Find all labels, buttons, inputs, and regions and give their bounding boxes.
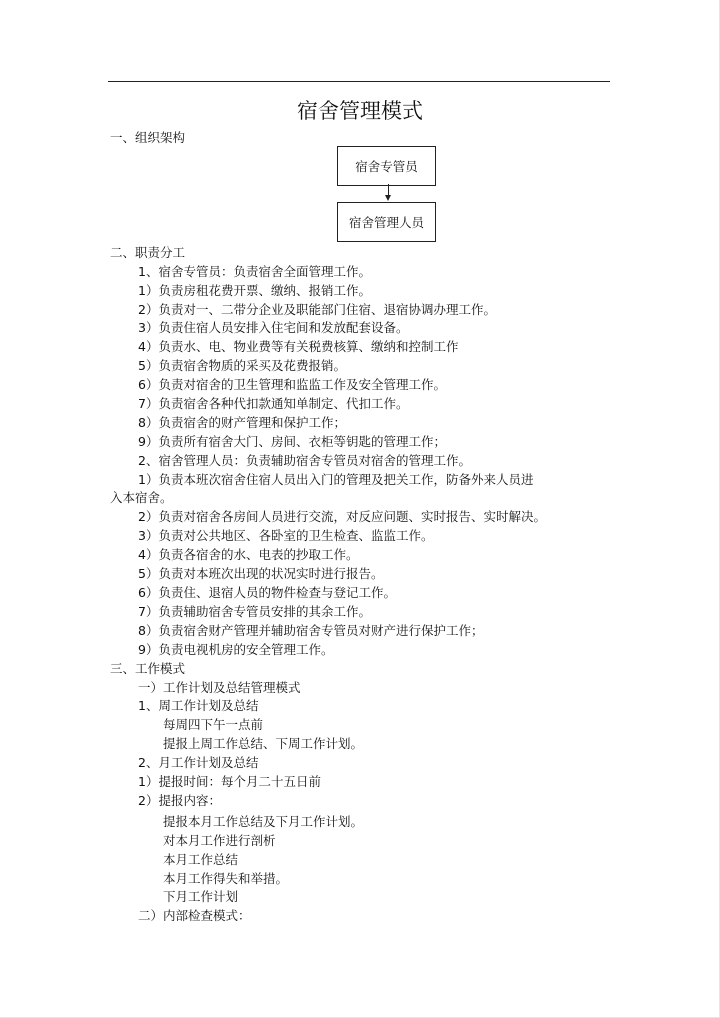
duty-line: 2）负责对一、二带分企业及职能部门住宿、退宿协调办理工作。: [138, 302, 496, 317]
duty-line: 3）负责对公共地区、各卧室的卫生检查、监监工作。: [138, 528, 434, 543]
down-arrow-icon: [384, 184, 394, 202]
work-mode-line: 1）提报时间：每个月二十五日前: [138, 774, 321, 789]
work-mode-line: 本月工作得失和举措。: [163, 871, 289, 886]
work-mode-line: 本月工作总结: [163, 852, 239, 867]
duty-line: 9）负责所有宿舍大门、房间、衣柜等钥匙的管理工作；: [138, 434, 446, 449]
duty-line: 4）负责各宿舍的水、电表的抄取工作。: [138, 547, 359, 562]
duty-line: 入本宿舍。: [110, 490, 173, 505]
duty-line: 8）负责宿舍的财产管理和保护工作；: [138, 415, 346, 430]
document-title: 宿舍管理模式: [297, 99, 423, 123]
duty-line: 5）负责对本班次出现的状况实时进行报告。: [138, 566, 384, 581]
org-box-bottom: [337, 202, 436, 242]
duty-line: 8）负责宿舍财产管理并辅助宿舍专管员对财产进行保护工作；: [138, 623, 484, 638]
duty-line: 3）负责住宿人员安排入住宅间和发放配套设备。: [138, 320, 409, 335]
org-box-label: 宿舍管理人员: [348, 215, 424, 230]
work-mode-line: 2、月工作计划及总结: [138, 755, 259, 770]
work-mode-line: 对本月工作进行剖析: [163, 833, 276, 848]
section-heading: 二、职责分工: [110, 245, 186, 260]
duty-line: 2）负责对宿舍各房间人员进行交流，对反应问题、实时报告、实时解决。: [138, 509, 546, 524]
work-mode-line: 二）内部检查模式：: [138, 908, 251, 923]
work-mode-line: 提报本月工作总结及下月工作计划。: [163, 814, 364, 829]
org-box-top: [337, 146, 436, 186]
duty-line: 9）负责电视机房的安全管理工作。: [138, 642, 334, 657]
work-mode-line: 每周四下午一点前: [163, 717, 264, 732]
duty-line: 6）负责住、退宿人员的物件检查与登记工作。: [138, 585, 396, 600]
work-mode-line: 下月工作计划: [163, 889, 239, 904]
duty-line: 7）负责辅助宿舍专管员安排的其余工作。: [138, 604, 371, 619]
org-box-label: 宿舍专管员: [355, 159, 418, 174]
duty-line: 5）负责宿舍物质的采买及花费报销。: [138, 358, 346, 373]
duty-line: 6）负责对宿舍的卫生管理和监监工作及安全管理工作。: [138, 377, 446, 392]
section-heading: 一、组织架构: [110, 130, 186, 145]
duty-line: 4）负责水、电、物业费等有关税费核算、缴纳和控制工作: [138, 339, 459, 354]
work-mode-line: 1、周工作计划及总结: [138, 698, 259, 713]
duty-line: 1）负责本班次宿舍住宿人员出入门的管理及把关工作，防备外来人员进: [138, 472, 534, 487]
work-mode-line: 一）工作计划及总结管理模式: [138, 680, 301, 695]
header-rule: [108, 81, 610, 82]
work-mode-line: 提报上周工作总结、下周工作计划。: [163, 736, 364, 751]
duty-line: 7）负责宿舍各种代扣款通知单制定、代扣工作。: [138, 396, 409, 411]
work-mode-line: 2）提报内容：: [138, 793, 221, 808]
duty-line: 2、宿舍管理人员：负责辅助宿舍专管员对宿舍的管理工作。: [138, 453, 471, 468]
section-heading: 三、工作模式: [110, 661, 186, 676]
duty-line: 1）负责房租花费开票、缴纳、报销工作。: [138, 283, 371, 298]
duty-line: 1、宿舍专管员：负责宿舍全面管理工作。: [138, 264, 371, 279]
